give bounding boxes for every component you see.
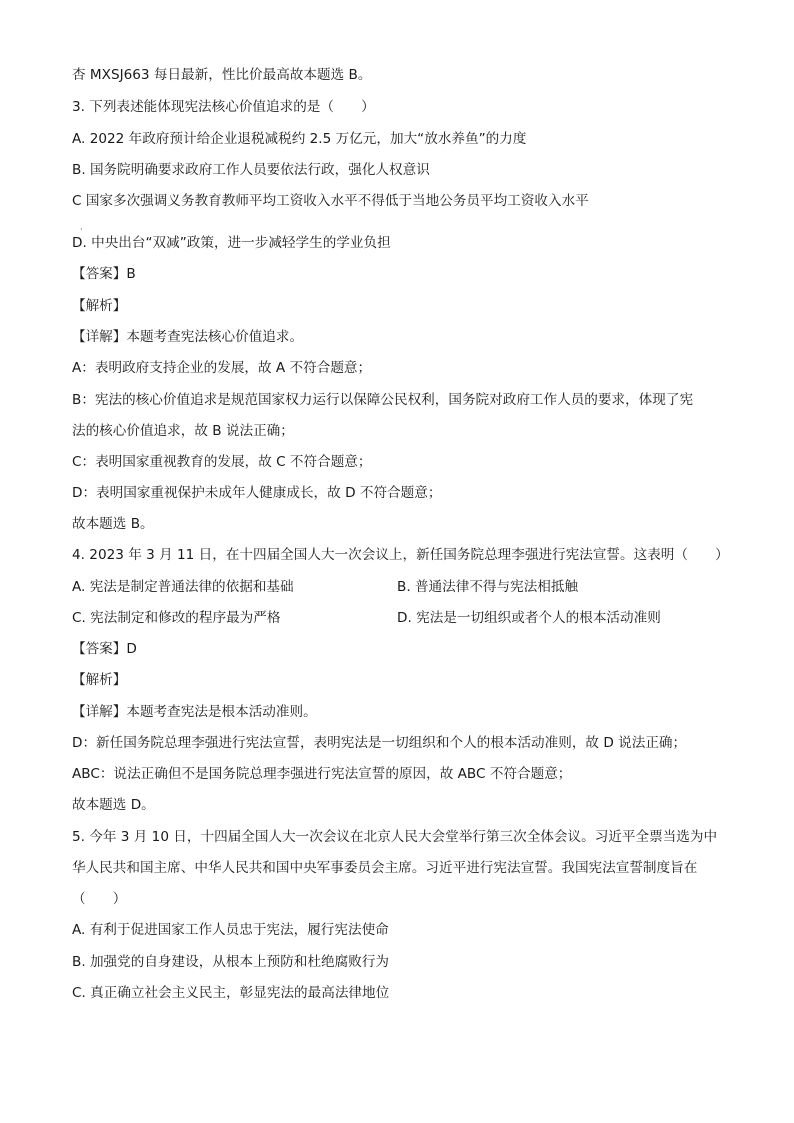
q3-analysis-heading: 【解析】 bbox=[72, 298, 127, 314]
q3-detail-c: C：表明国家重视教育的发展，故 C 不符合题意； bbox=[72, 454, 372, 470]
q3-option-a: A. 2022 年政府预计给企业退税减税约 2.5 万亿元，加大“放水养鱼”的力度 bbox=[72, 131, 527, 147]
q3-detail: 【详解】本题考查宪法核心价值追求。 bbox=[72, 329, 304, 345]
q3-conclusion: 故本题选 B。 bbox=[72, 516, 154, 532]
question-5-blank: （ ） bbox=[72, 891, 127, 907]
q4-conclusion: 故本题选 D。 bbox=[72, 797, 155, 813]
q4-option-a: A. 宪法是制定普通法律的依据和基础 bbox=[72, 579, 294, 595]
q3-option-c: C 国家多次强调义务教育教师平均工资收入水平不得低于当地公务员平均工资收入水平 bbox=[72, 193, 589, 209]
q3-detail-a: A：表明政府支持企业的发展，故 A 不符合题意； bbox=[72, 360, 372, 376]
q5-option-b: B. 加强党的自身建设，从根本上预防和杜绝腐败行为 bbox=[72, 954, 390, 970]
q4-analysis-heading: 【解析】 bbox=[72, 672, 127, 688]
q4-answer: 【答案】D bbox=[72, 641, 137, 657]
q5-option-c: C. 真正确立社会主义民主，彰显宪法的最高法律地位 bbox=[72, 985, 390, 1001]
q4-option-c: C. 宪法制定和修改的程序最为严格 bbox=[72, 610, 281, 626]
q3-detail-b: B：宪法的核心价值追求是规范国家权力运行以保障公民权利，国务院对政府工作人员的要求，体现了宪 bbox=[72, 392, 694, 408]
q3-answer: 【答案】B bbox=[72, 266, 136, 282]
q3-option-b: B. 国务院明确要求政府工作人员要依法行政，强化人权意识 bbox=[72, 162, 430, 178]
q3-option-d: D. 中央出台“双减”政策，进一步减轻学生的学业负担 bbox=[72, 235, 391, 251]
q3-detail-b-cont: 法的核心价值追求，故 B 说法正确； bbox=[72, 423, 294, 439]
question-5: 5. 今年 3 月 10 日，十四届全国人大一次会议在北京人民大会堂举行第三次全体会议。习近平全票当选为中 bbox=[72, 829, 718, 845]
text-line: 杏 MXSJ663 每日最新，性比价最高故本题选 B。 bbox=[72, 67, 372, 83]
question-3: 3. 下列表述能体现宪法核心价值追求的是（ ） bbox=[72, 99, 375, 115]
q4-detail-d: D：新任国务院总理李强进行宪法宣誓，表明宪法是一切组织和个人的根本活动准则，故 D 说法正确； bbox=[72, 735, 687, 751]
q4-option-d: D. 宪法是一切组织或者个人的根本活动准则 bbox=[397, 610, 661, 626]
q3-detail-d: D：表明国家重视保护未成年人健康成长，故 D 不符合题意； bbox=[72, 485, 442, 501]
q5-option-a: A. 有利于促进国家工作人员忠于宪法，履行宪法使命 bbox=[72, 922, 389, 938]
q4-option-b: B. 普通法律不得与宪法相抵触 bbox=[397, 579, 579, 595]
question-4: 4. 2023 年 3 月 11 日，在十四届全国人大一次会议上，新任国务院总理李强进行宪法宣誓。这表明（ ） bbox=[72, 547, 729, 563]
q4-detail: 【详解】本题考查宪法是根本活动准则。 bbox=[72, 704, 317, 720]
stray-mark: · bbox=[80, 225, 83, 234]
question-5-cont: 华人民共和国主席、中华人民共和国中央军事委员会主席。习近平进行宪法宣誓。我国宪法宣誓制度旨在 bbox=[72, 860, 698, 876]
q4-detail-abc: ABC：说法正确但不是国务院总理李强进行宪法宣誓的原因，故 ABC 不符合题意； bbox=[72, 766, 572, 782]
